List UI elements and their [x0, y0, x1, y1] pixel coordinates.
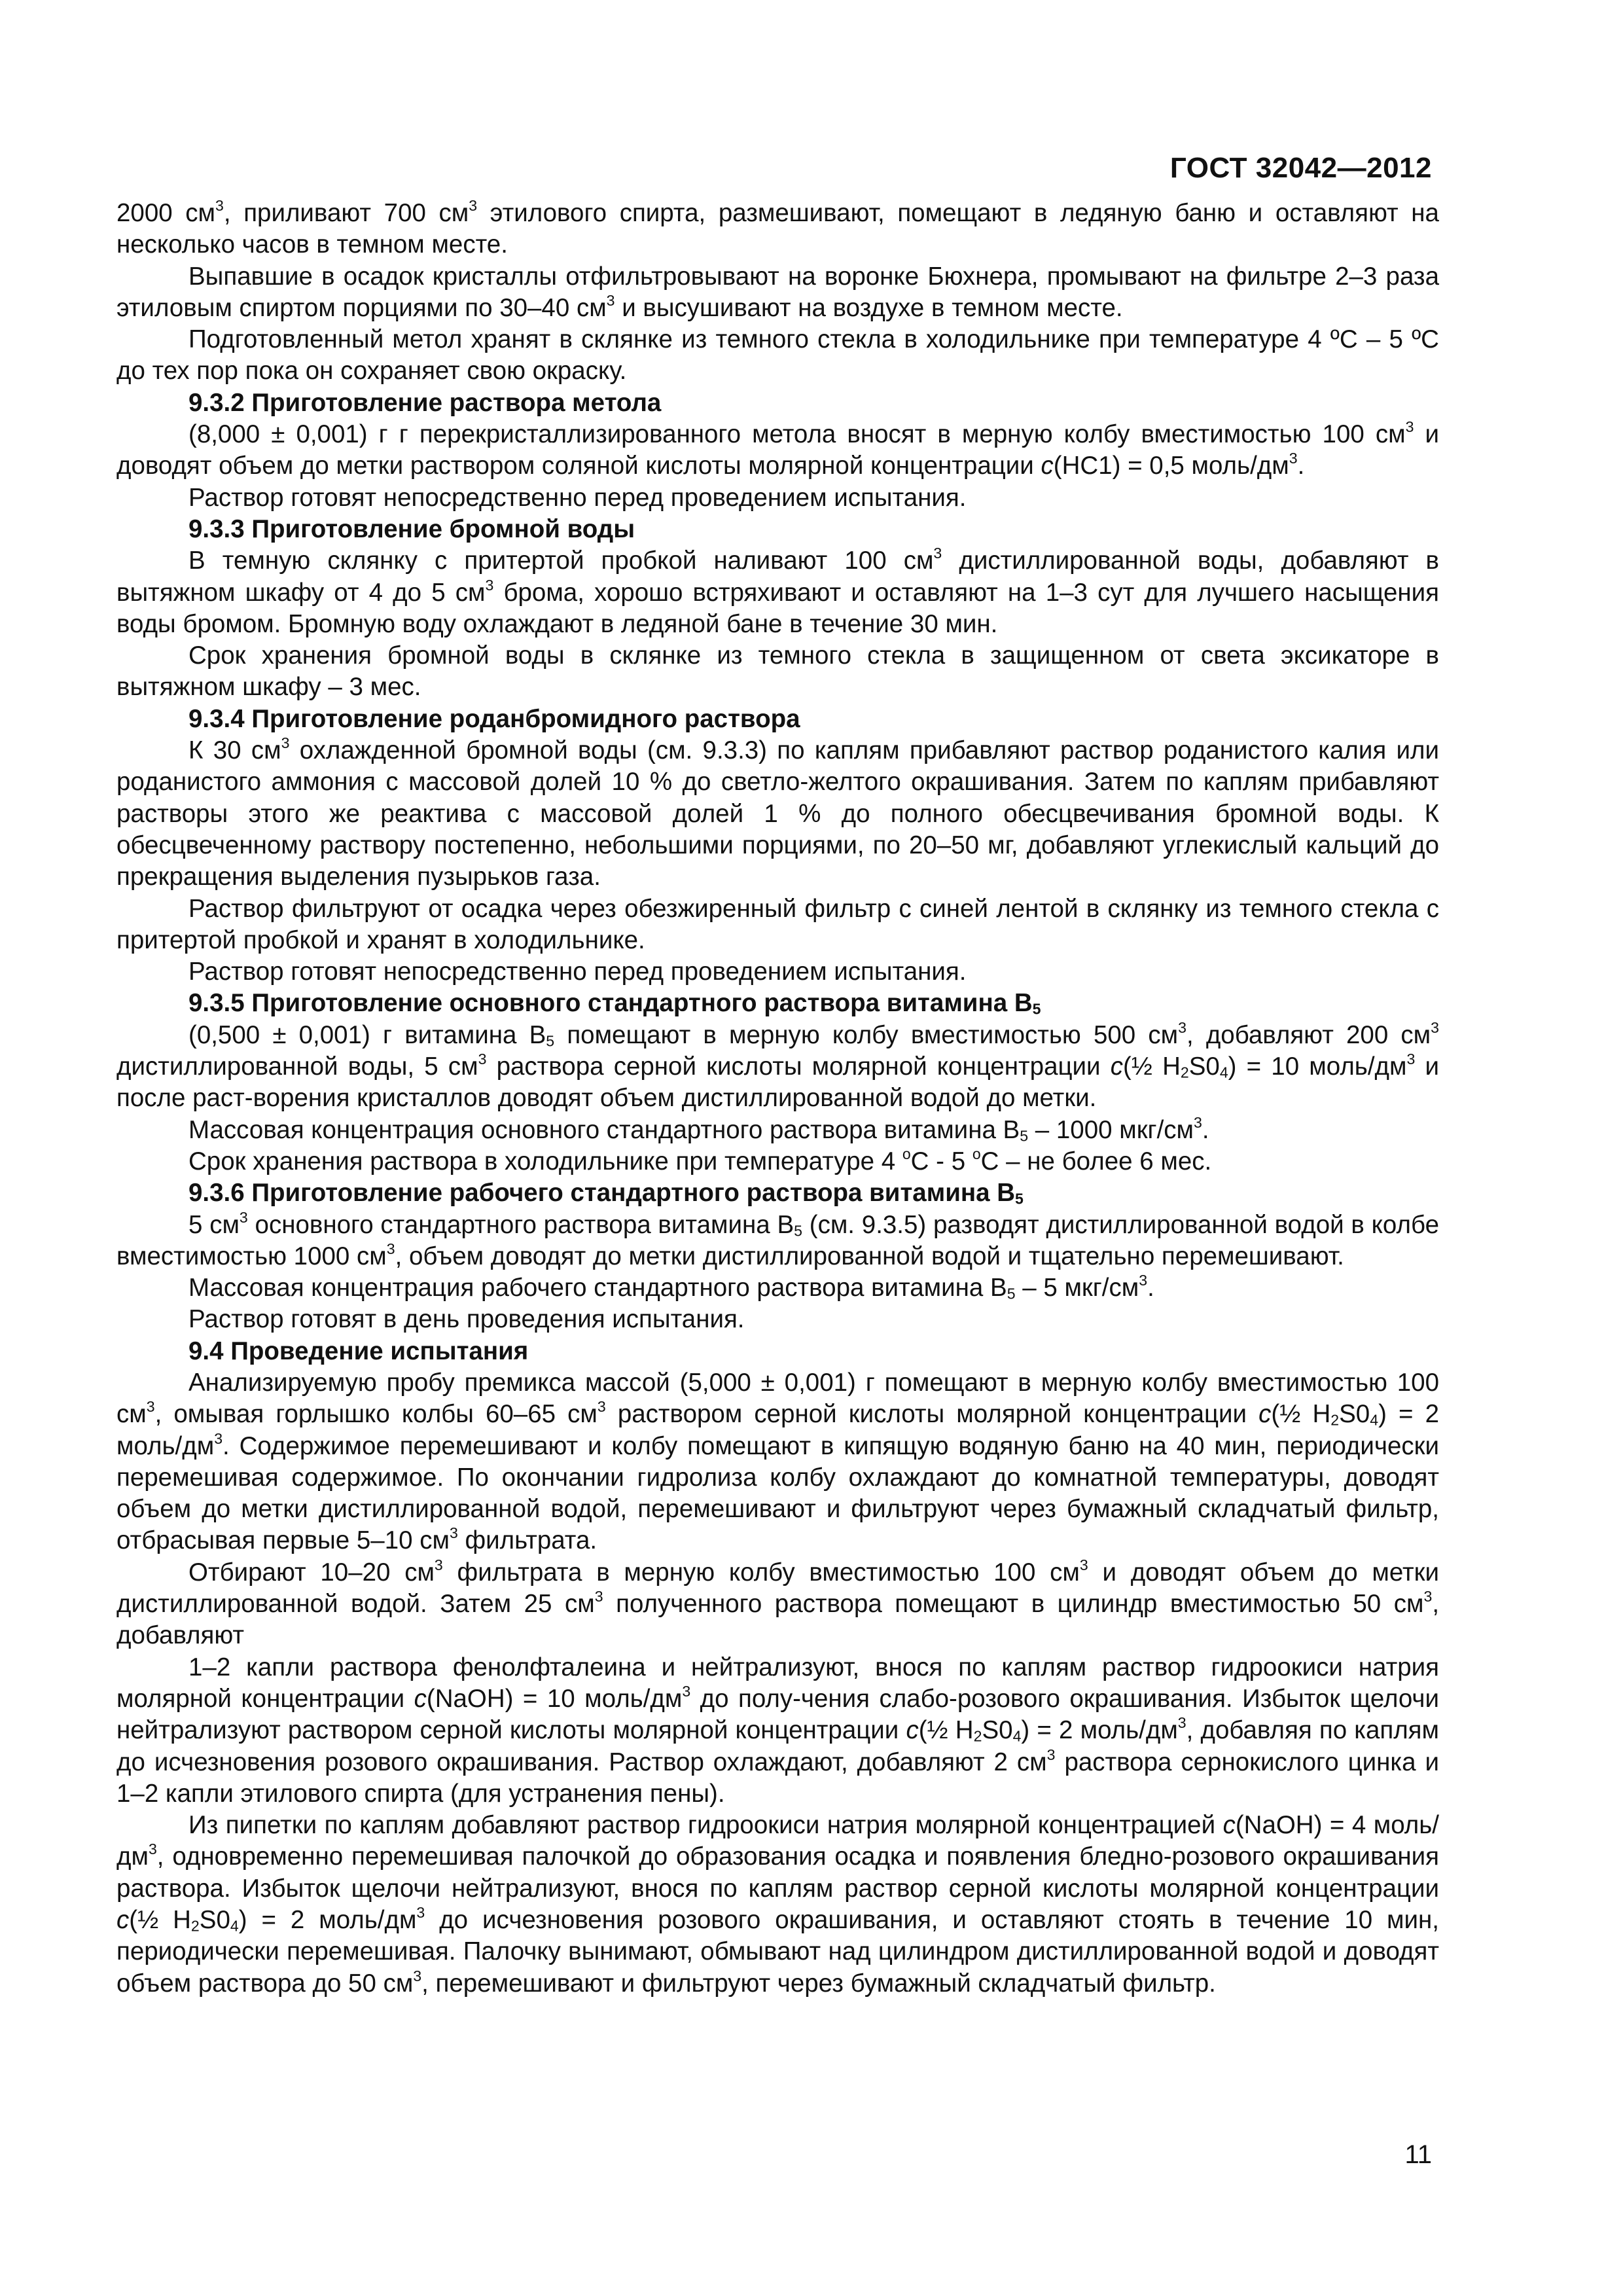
section-heading: 9.3.5 Приготовление основного стандартного раствора витамина $В_5$ [188, 989, 1041, 1018]
page-number: 11 [1404, 2140, 1432, 2169]
paragraph: (0,500 ± 0,001) г витамина $В_5$ помещают в мерную колбу вместимостью 500 $см^3$, добавляют 200 $см^3$ дистиллированной воды, 5 $см^3$ раствора серной кислоты молярной концентрации с(½ $Н_2S0_4) = 10$ моль/$дм^3$ и после раст-ворения кристаллов доводят объем дистиллированной водой до метки. [116, 1018, 1440, 1113]
paragraph: Анализируемую пробу премикса массой (5,000 ± 0,001) г помещают в мерную колбу вместимостью 100 $см^3$, омывая горлышко колбы 60–65 $см^3$ раствором серной кислоты молярной концентрации с(½ $Н_2S0_4) = 2$ моль/$дм^3$. Содержимое перемешивают и колбу помещают в кипящую водяную баню на 40 мин, периодически перемешивая содержимое. По окончании гидролиза колбу охлаждают до комнатной температуры, доводят объем до метки дистиллированной водой, перемешивают и фильтруют через бумажный складчатый фильтр, отбрасывая первые 5–10 $см^3$ фильтрата. [116, 1368, 1440, 1555]
document-body [116, 198, 1439, 2000]
standard-number-header: ГОСТ 32042—2012 [1169, 152, 1432, 184]
paragraph: Отбирают 10–20 $см^3$ фильтрата в мерную колбу вместимостью 100 $см^3$ и доводят объем до метки дистиллированной водой. Затем 25 $см^3$ полученного раствора помещают в цилиндр вместимостью 50 $см^3$, добавляют [116, 1556, 1440, 1650]
paragraph: Раствор фильтруют от осадка через обезжиренный фильтр с синей лентой в склянку из темного стекла с притертой пробкой и хранят в холодильнике. [116, 894, 1439, 954]
paragraph: 5 $см^3$ основного стандартного раствора витамина $В_5$ (см. 9.3.5) разводят дистиллированной водой в колбе вместимостью 1000 $см^3$, объем доводят до метки дистиллированной водой и тщательно перемешивают. [116, 1208, 1439, 1270]
paragraph: Срок хранения раствора в холодильнике при температуре 4 $^о$С - 5 $^о$С – не более 6 мес. [188, 1145, 1212, 1175]
paragraph: (8,000 ± 0,001) г г перекристаллизированного метола вносят в мерную колбу вместимостью 100 $см^3$ и доводят объем до метки раствором соляной кислоты молярной концентрации с(НС1) = 0,5 моль/$дм^3$. [116, 418, 1440, 480]
paragraph: 2000 $см^3$, приливают 700 $см^3$ этилового спирта, размешивают, помещают в ледяную баню и оставляют на несколько часов в темном месте. [116, 196, 1439, 259]
paragraph: Массовая концентрация основного стандартного раствора витамина $В_5 - 1000$ мкг/$см^3$. [188, 1113, 1209, 1145]
paragraph: К 30 $см^3$ охлажденной бромной воды (см. 9.3.3) по каплям прибавляют раствор роданистого калия или роданистого аммония с массовой долей 10 % до светло-желтого окрашивания. Затем по каплям прибавляют растворы этого же реактива с массовой долей 1 % до полного обесцвечивания бромной воды. К обесцвеченному раствору постепенно, небольшими порциями, по 20–50 мг, добавляют углекислый кальций до прекращения выделения пузырьков газа. [116, 734, 1439, 891]
paragraph: Раствор готовят непосредственно перед проведением испытания. [188, 958, 967, 986]
section-heading: 9.4 Проведение испытания [188, 1336, 529, 1365]
paragraph: Выпавшие в осадок кристаллы отфильтровывают на воронке Бюхнера, промывают на фильтре 2–3 раза этиловым спиртом порциями по 30–40 $см^3$ и высушивают на воздухе в темном месте. [116, 262, 1439, 322]
section-heading: 9.3.2 Приготовление раствора метола [188, 388, 662, 417]
paragraph: Из пипетки по каплям добавляют раствор гидроокиси натрия молярной концентрацией с(NaOH) = 4 моль/$дм^3$, одновременно перемешивая палочкой до образования осадка и появления бледно-розового окрашивания раствора. Избыток щелочи нейтрализуют, внося по каплям раствор серной кислоты молярной концентрации с(½ $Н_2S0_4) = 2$ моль/$дм^3$ до исчезновения розового окрашивания, и оставляют стоять в течение 10 мин, периодически перемешивая. Палочку вынимают, обмывают над цилиндром дистиллированной водой и доводят объем раствора до 50 $см^3$, перемешивают и фильтруют через бумажный складчатый фильтр. [116, 1811, 1439, 1998]
section-heading: 9.3.6 Приготовление рабочего стандартного раствора витамина $В_5$ [188, 1179, 1024, 1208]
section-heading: 9.3.3 Приготовление бромной воды [188, 514, 635, 543]
paragraph: В темную склянку с притертой пробкой наливают 100 $см^3$ дистиллированной воды, добавляют в вытяжном шкафу от 4 до 5 $см^3$ брома, хорошо встряхивают и оставляют на 1–3 сут для лучшего насыщения воды бромом. Бромную воду охлаждают в ледяной бане в течение 30 мин. [116, 545, 1439, 638]
paragraph: Массовая концентрация рабочего стандартного раствора витамина $В_5 - 5$ мкг/$см^3$. [188, 1271, 1154, 1302]
paragraph: Раствор готовят в день проведения испытания. [188, 1305, 745, 1334]
paragraph: Срок хранения бромной воды в склянке из темного стекла в защищенном от света эксикаторе в вытяжном шкафу – 3 мес. [116, 641, 1439, 702]
section-heading: 9.3.4 Приготовление роданбромидного раствора [188, 704, 800, 733]
paragraph: 1–2 капли раствора фенолфталеина и нейтрализуют, внося по каплям раствор гидроокиси натрия молярной концентрации с(NaOH) = 10 моль/$дм^3$ до полу-чения слабо-розового окрашивания. Избыток щелочи нейтрализуют раствором серной кислоты молярной концентрации с(½ $Н_2S0_4) = 2$ моль/$дм^3$, добавляя по каплям до исчезновения розового окрашивания. Раствор охлаждают, добавляют 2 $см^3$ раствора сернокислого цинка и 1–2 капли этилового спирта (для устранения пены). [116, 1653, 1439, 1808]
paragraph: Раствор готовят непосредственно перед проведением испытания. [188, 483, 967, 512]
paragraph: Подготовленный метол хранят в склянке из темного стекла в холодильнике при температуре 4 ºС – 5 ºС до тех пор пока он сохраняет свою окраску. [116, 325, 1439, 386]
